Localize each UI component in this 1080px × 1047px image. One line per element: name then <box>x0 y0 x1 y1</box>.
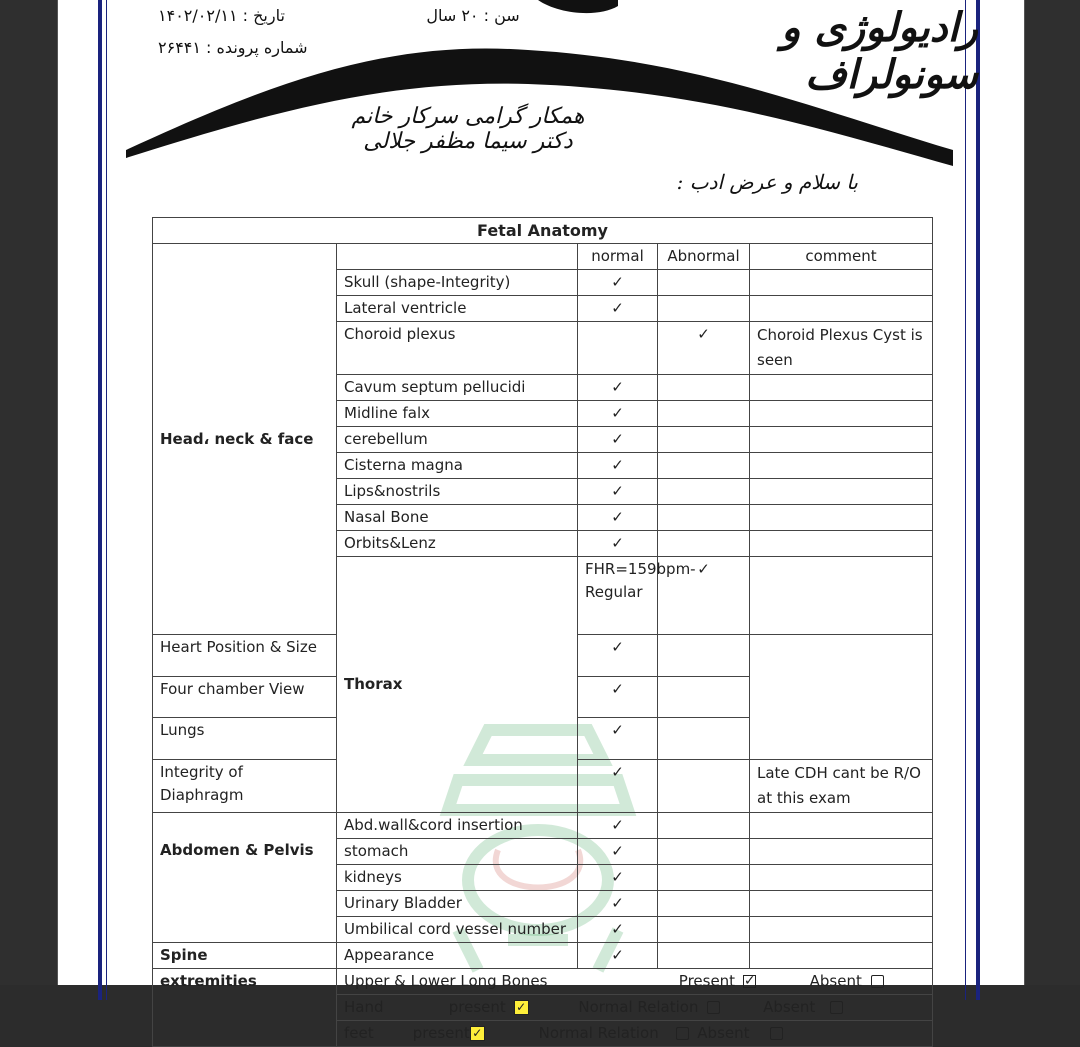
greeting: با سلام و عرض ادب : <box>676 170 858 194</box>
check-normal: ✓ <box>578 718 658 760</box>
item-lateral-ventricle: Lateral ventricle <box>337 296 578 322</box>
item-appearance: Appearance <box>337 943 578 969</box>
comment-cdh: Late CDH cant be R/O at this exam <box>750 760 933 813</box>
check-normal: ✓ <box>578 943 658 969</box>
feet-normal-relation-checkbox[interactable] <box>676 1027 689 1040</box>
region-abdomen-pelvis: Abdomen & Pelvis <box>153 813 337 943</box>
header-blank <box>337 244 578 270</box>
table-header-row <box>153 244 933 270</box>
item-long-bones: Upper & Lower Long Bones <box>344 972 548 990</box>
check-normal: ✓ <box>578 531 658 557</box>
check-normal: ✓ <box>578 917 658 943</box>
hand-normal-relation-label: Normal Relation <box>578 998 699 1016</box>
table-title-row <box>153 218 933 244</box>
item-lungs: Lungs <box>153 718 337 760</box>
check-normal: ✓ <box>578 839 658 865</box>
fetal-anatomy-table <box>152 217 933 1047</box>
item-hand: Hand <box>344 998 384 1016</box>
viewer-left-gutter <box>0 0 58 985</box>
check-normal: ✓ <box>578 427 658 453</box>
document-page <box>58 0 1024 1042</box>
table-row <box>153 943 933 969</box>
hand-absent-label: Absent <box>763 998 816 1016</box>
check-normal: ✓ <box>578 296 658 322</box>
present-checked-checkbox[interactable]: ✓ <box>743 973 756 989</box>
item-skull: Skull (shape-Integrity) <box>337 270 578 296</box>
table-row <box>153 813 933 839</box>
check-normal: ✓ <box>658 557 750 635</box>
feet-absent-checkbox[interactable] <box>770 1027 783 1040</box>
item-feet: feet <box>344 1024 374 1042</box>
hand-present-checkbox[interactable]: ✓ <box>514 1000 529 1015</box>
hand-present-label: present <box>448 998 506 1016</box>
col-comment: comment <box>750 244 933 270</box>
col-abnormal: Abnormal <box>658 244 750 270</box>
item-choroid-plexus: Choroid plexus <box>337 322 578 375</box>
check-normal: ✓ <box>578 270 658 296</box>
item-lips-nostrils: Lips&nostrils <box>337 479 578 505</box>
check-normal: ✓ <box>578 375 658 401</box>
patient-age: سن : ۲۰ سال <box>426 6 520 25</box>
item-diaphragm: Integrity of Diaphragm <box>153 760 337 813</box>
check-normal: ✓ <box>578 676 658 718</box>
absent-label: Absent <box>809 972 862 990</box>
col-normal: normal <box>578 244 658 270</box>
check-normal: ✓ <box>578 635 658 677</box>
item-heart-position: Heart Position & Size <box>153 635 337 677</box>
viewer-right-gutter <box>1024 0 1080 985</box>
table-title: Fetal Anatomy <box>153 218 933 244</box>
check-normal: ✓ <box>578 760 658 813</box>
check-normal: ✓ <box>578 479 658 505</box>
region-thorax: Thorax <box>337 557 578 813</box>
check-normal: ✓ <box>578 401 658 427</box>
check-normal: ✓ <box>578 453 658 479</box>
extremities-feet-row <box>337 1021 933 1047</box>
item-cisterna-magna: Cisterna magna <box>337 453 578 479</box>
comment-choroid-plexus: Choroid Plexus Cyst is seen <box>750 322 933 375</box>
present-label: Present <box>678 972 736 990</box>
region-head-neck-face: Head، neck & face <box>153 244 337 635</box>
feet-normal-relation-label: Normal Relation <box>538 1024 659 1042</box>
item-midline-falx: Midline falx <box>337 401 578 427</box>
report-date: تاریخ : ۱۴۰۲/۰۲/۱۱ <box>158 6 285 25</box>
item-abd-wall: Abd.wall&cord insertion <box>337 813 578 839</box>
hand-absent-checkbox[interactable] <box>830 1001 843 1014</box>
item-stomach: stomach <box>337 839 578 865</box>
colleague-salutation: همکار گرامی سرکار خانم دکتر سیما مظفر جلالی <box>351 104 585 154</box>
extremities-hand-row <box>337 995 933 1021</box>
item-kidneys: kidneys <box>337 865 578 891</box>
check-normal: ✓ <box>578 865 658 891</box>
clinic-name: رادیولوژی و سونولراف <box>781 4 978 98</box>
check-abnormal: ✓ <box>658 322 750 375</box>
item-four-chamber: Four chamber View <box>153 676 337 718</box>
file-number: شماره پرونده : ۲۶۴۴۱ <box>158 38 308 57</box>
feet-present-label: present <box>412 1024 470 1042</box>
check-normal: ✓ <box>578 891 658 917</box>
region-spine: Spine <box>153 943 337 969</box>
item-orbits-lenz: Orbits&Lenz <box>337 531 578 557</box>
check-normal: ✓ <box>578 505 658 531</box>
check-normal: ✓ <box>578 813 658 839</box>
absent-checkbox[interactable] <box>871 975 884 988</box>
item-fhr: FHR=159bpm-Regular <box>578 557 658 635</box>
region-extremities: extremities <box>153 969 337 1047</box>
item-umbilical-cord: Umbilical cord vessel number <box>337 917 578 943</box>
item-nasal-bone: Nasal Bone <box>337 505 578 531</box>
feet-present-checkbox[interactable]: ✓ <box>470 1026 485 1041</box>
item-cavum-septum: Cavum septum pellucidi <box>337 375 578 401</box>
extremities-bones-row <box>337 969 933 995</box>
item-cerebellum: cerebellum <box>337 427 578 453</box>
hand-normal-relation-checkbox[interactable] <box>707 1001 720 1014</box>
item-urinary-bladder: Urinary Bladder <box>337 891 578 917</box>
feet-absent-label: Absent <box>697 1024 750 1042</box>
table-row <box>153 969 933 995</box>
